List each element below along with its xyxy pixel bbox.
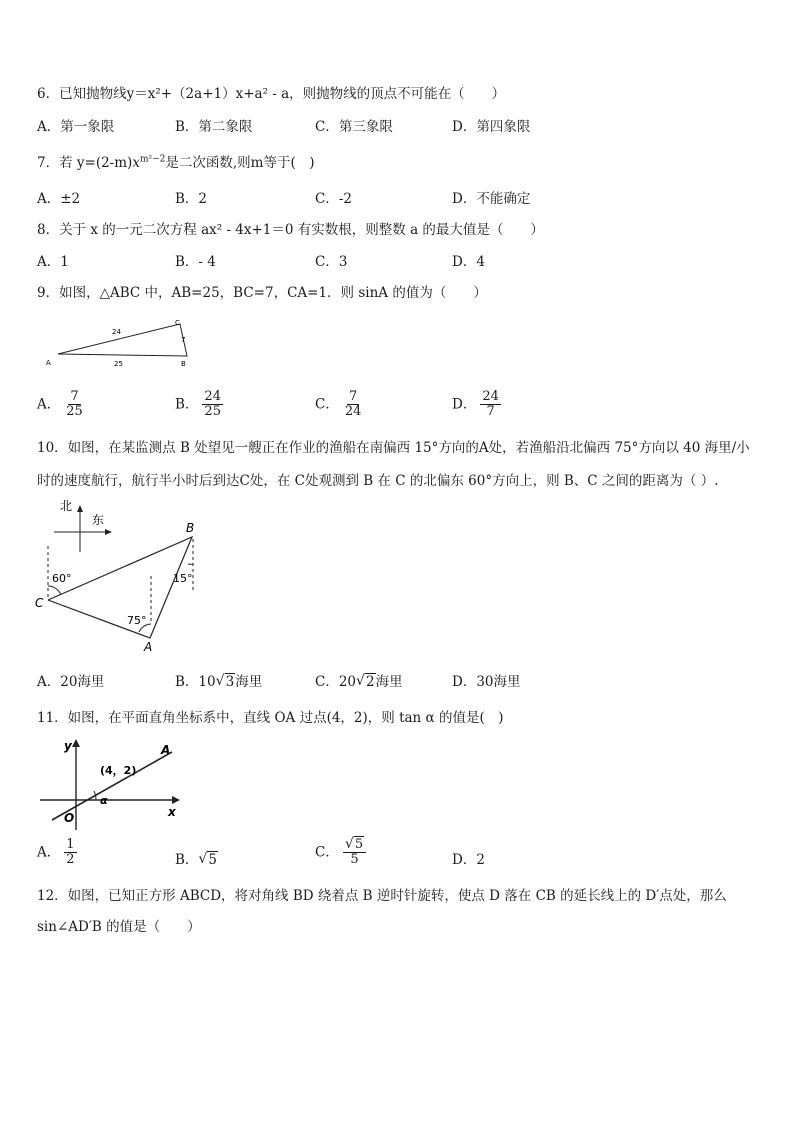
q10-point-c: C	[35, 596, 44, 610]
q7-option-d[interactable]: D．不能确定	[452, 191, 531, 207]
q9-side-ac-label: 24	[112, 328, 121, 336]
sqrt-symbol: √ 5	[198, 851, 218, 868]
q7-stem-pre: 7．若 y=(2-m)	[37, 155, 133, 171]
sqrt-symbol: √ 5	[344, 836, 364, 852]
q6-stem: 6．已知抛物线y＝x²+（2a+1）x+a² - a，则抛物线的顶点不可能在（ ）	[37, 86, 506, 102]
q9-option-a-fraction	[64, 390, 85, 420]
sqrt-symbol: √ 3	[215, 673, 235, 690]
compass-north-label: 北	[60, 499, 73, 513]
q10-point-a: A	[144, 640, 153, 654]
radicand: 5	[208, 852, 218, 868]
q10-option-d-unit: 海里	[493, 674, 521, 690]
q6-option-c[interactable]: C．第三象限	[315, 119, 393, 135]
q11-option-d-value: 2	[476, 852, 485, 868]
q9-option-b-label: B．	[175, 396, 199, 413]
q9-vertex-b: B	[181, 360, 186, 368]
q8-option-d[interactable]: D．4	[452, 254, 485, 270]
denominator: 25	[66, 404, 83, 420]
q11-option-a[interactable]	[37, 838, 77, 868]
denominator: 7	[486, 404, 495, 420]
q9-option-d[interactable]	[452, 390, 501, 420]
q8-stem: 8．关于 x 的一元二次方程 ax² - 4x+1＝0 有实数根，则整数 a 的最大值是（ ）	[37, 222, 544, 238]
q8-option-a[interactable]: A．1	[37, 254, 69, 270]
angle-15-label: 15°	[173, 572, 193, 585]
denominator: 24	[344, 404, 362, 420]
alpha-label: α	[100, 794, 108, 807]
numerator	[343, 838, 366, 853]
denominator: 25	[204, 404, 221, 420]
q10-option-c-label: C．	[315, 674, 339, 690]
q10-option-d[interactable]	[452, 670, 521, 690]
q10-option-d-label: D．	[452, 674, 477, 690]
q8-option-c[interactable]: C．3	[315, 254, 348, 270]
q9-option-c-fraction	[343, 390, 364, 420]
q9-option-d-label: D．	[452, 396, 477, 413]
x-axis-label: x	[168, 805, 176, 819]
denominator: 2	[66, 852, 75, 868]
radicand: 5	[354, 837, 364, 852]
q11-option-d-label: D．	[452, 852, 477, 868]
compass-east-arrow-icon	[105, 529, 112, 535]
q10-option-a-value: 20	[60, 674, 78, 690]
q7-option-a[interactable]: A．±2	[37, 191, 81, 207]
q11-option-a-fraction	[64, 838, 76, 868]
radicand: 3	[225, 674, 235, 690]
q6-option-d[interactable]: D．第四象限	[452, 119, 531, 135]
q11-option-d[interactable]	[452, 848, 485, 868]
radicand: 2	[366, 674, 375, 690]
q10-option-a-label: A．	[37, 674, 61, 690]
angle-60-label: 60°	[52, 572, 72, 585]
q11-option-a-label: A．	[37, 844, 61, 861]
angle-75-label: 75°	[127, 614, 147, 627]
q11-option-c[interactable]	[315, 838, 366, 868]
q9-vertex-a: A	[46, 359, 51, 367]
q9-stem: 9．如图，△ABC 中，AB=25，BC=7，CA=1．则 sinA 的值为（ ）	[37, 285, 487, 301]
q9-option-a[interactable]	[37, 390, 85, 420]
numerator: 7	[70, 389, 79, 404]
line-oa	[52, 752, 172, 820]
q11-option-b[interactable]	[175, 848, 218, 868]
q10-option-b-unit: 海里	[235, 674, 263, 690]
denominator: 5	[350, 852, 359, 868]
numerator: 24	[204, 389, 221, 404]
q9-option-a-label: A．	[37, 396, 61, 413]
q10-option-c-unit: 海里	[375, 674, 403, 690]
q11-coordinate-figure	[34, 734, 184, 830]
q9-option-b-fraction	[202, 390, 223, 420]
q9-side-ab-label: 25	[114, 360, 123, 368]
q10-option-d-value: 30	[476, 674, 494, 690]
q12-stem-line1: 12．如图，已知正方形 ABCD，将对角线 BD 绕着点 B 逆时针旋转，使点 D 落在 CB 的延长线上的 D′点处，那么	[37, 888, 727, 904]
q7-option-c[interactable]: C．-2	[315, 191, 352, 207]
q11-option-b-label: B．	[175, 852, 199, 868]
q10-option-b[interactable]	[175, 670, 262, 690]
q9-vertex-c: C	[175, 319, 180, 327]
point-a-label: A	[161, 743, 171, 757]
numerator: 7	[348, 389, 358, 404]
q10-stem-line2: 时的速度航行，航行半小时后到达C处，在 C处观测到 B 在 C 的北偏东 60°方向上，则 B、C 之间的距离为（ ）.	[37, 473, 719, 489]
q10-option-a[interactable]	[37, 670, 104, 690]
q8-option-b[interactable]: B．- 4	[175, 254, 216, 270]
q10-option-b-label: B．	[175, 674, 199, 690]
q10-option-a-unit: 海里	[77, 674, 105, 690]
compass-north-arrow-icon	[77, 505, 83, 512]
q11-stem: 11．如图，在平面直角坐标系中，直线 OA 过点(4，2)，则 tan α 的值是( )	[37, 710, 504, 726]
numerator: 1	[66, 837, 75, 852]
q9-option-b[interactable]	[175, 390, 223, 420]
q9-side-bc-label: 7	[181, 336, 186, 344]
q10-option-c[interactable]	[315, 670, 403, 690]
q6-option-b[interactable]: B．第二象限	[175, 119, 253, 135]
q10-option-b-coef: 10	[198, 674, 216, 690]
q6-option-a[interactable]: A．第一象限	[37, 119, 115, 135]
q9-option-c[interactable]	[315, 390, 363, 420]
q11-option-c-label: C．	[315, 844, 339, 861]
q7-stem-post: 是二次函数,则m等于( )	[165, 155, 315, 171]
origin-label: O	[64, 811, 75, 825]
q10-stem-line1: 10．如图，在某监测点 B 处望见一艘正在作业的渔船在南偏西 15°方向的A处，若渔船沿北偏西 75°方向以 40 海里/小	[37, 440, 750, 456]
q11-option-c-fraction	[343, 838, 366, 868]
numerator: 24	[482, 389, 499, 404]
q7-stem	[37, 151, 315, 171]
q10-point-b: B	[186, 521, 195, 535]
sqrt-symbol: √ 2	[356, 673, 375, 690]
q10-option-c-coef: 20	[338, 674, 357, 690]
x-axis-arrow-icon	[172, 796, 180, 804]
q7-option-b[interactable]: B．2	[175, 191, 208, 207]
y-axis-arrow-icon	[72, 739, 80, 747]
q7-stem-x: x	[132, 155, 140, 171]
q9-option-c-label: C．	[315, 396, 339, 413]
compass-east-label: 东	[92, 513, 105, 527]
q9-option-d-fraction	[480, 390, 501, 420]
q7-stem-exponent: m²−2	[139, 154, 166, 165]
y-axis-label: y	[64, 739, 72, 753]
point-coordinate-label: (4，2)	[100, 764, 137, 777]
q9-triangle-figure	[40, 316, 200, 372]
q10-navigation-figure	[30, 494, 220, 658]
q12-stem-line2: sin∠AD′B 的值是（ ）	[37, 919, 201, 935]
